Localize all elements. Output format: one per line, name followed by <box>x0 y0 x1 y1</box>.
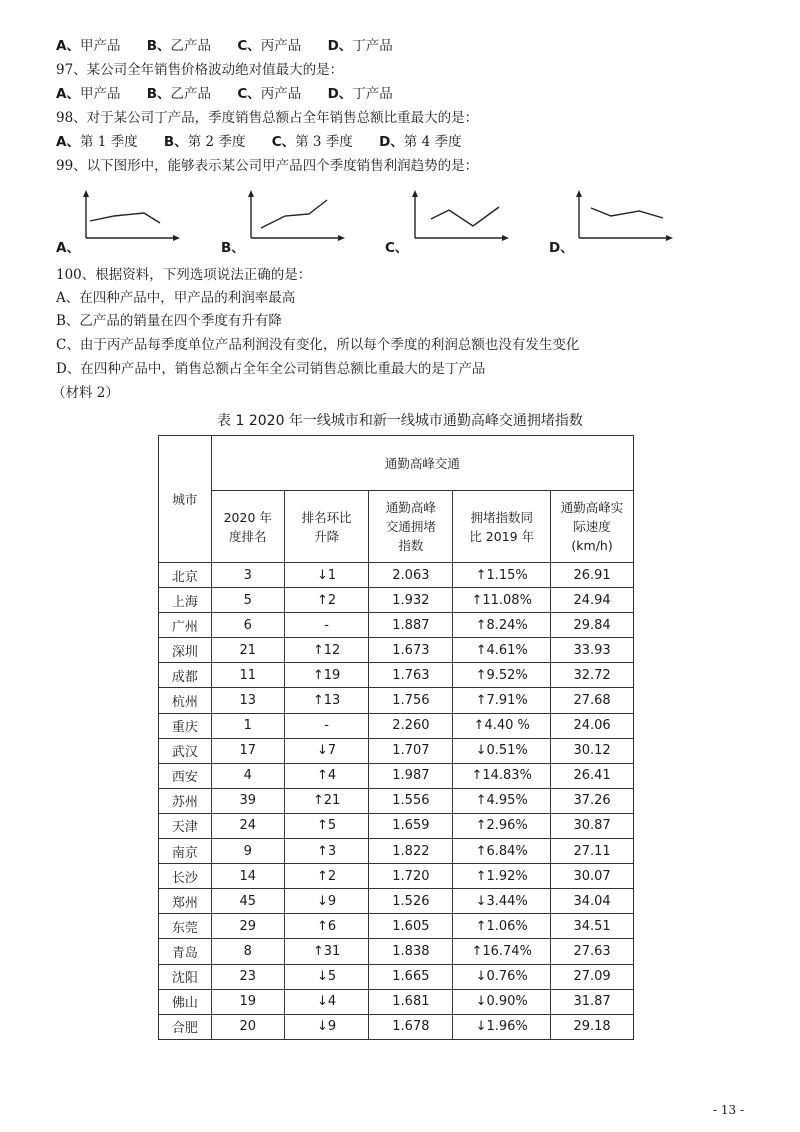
rank-change-cell: ↑5 <box>284 813 369 838</box>
city-cell: 长沙 <box>159 864 212 889</box>
rank-change-cell: ↓5 <box>284 964 369 989</box>
city-cell: 郑州 <box>159 889 212 914</box>
rank-change-cell: ↑21 <box>284 788 369 813</box>
city-cell: 西安 <box>159 763 212 788</box>
rank-change-cell: ↑31 <box>284 939 369 964</box>
actual-speed-cell: 34.04 <box>551 889 634 914</box>
city-cell: 佛山 <box>159 989 212 1014</box>
header-yoy-change-line: 拥堵指数同 <box>470 509 533 525</box>
table-row <box>159 864 634 889</box>
yoy-change-cell: ↑4.61% <box>453 638 551 663</box>
actual-speed-cell: 32.72 <box>551 663 634 688</box>
annual-rank-cell: 9 <box>211 839 284 864</box>
trend-graph-a <box>74 186 194 246</box>
page-number: - 13 - <box>712 1103 744 1117</box>
rank-change-cell: ↓4 <box>284 989 369 1014</box>
column-header-row <box>159 491 634 563</box>
rank-change-cell: ↓1 <box>284 563 369 588</box>
yoy-change-cell: ↑4.40 % <box>453 713 551 738</box>
city-cell: 天津 <box>159 813 212 838</box>
q96-options <box>56 37 415 55</box>
annual-rank-cell: 21 <box>211 638 284 663</box>
annual-rank-cell: 3 <box>211 563 284 588</box>
rank-change-cell: ↑2 <box>284 864 369 889</box>
yoy-change-cell: ↑8.24% <box>453 613 551 638</box>
table-caption: 表 1 2020 年一线城市和新一线城市通勤高峰交通拥堵指数 <box>217 413 583 429</box>
city-cell: 深圳 <box>159 638 212 663</box>
actual-speed-cell: 30.07 <box>551 864 634 889</box>
annual-rank-cell: 1 <box>211 713 284 738</box>
table-row <box>159 688 634 713</box>
congestion-index-cell: 1.681 <box>369 989 453 1014</box>
q96-option-d: D、丁产品 <box>327 38 393 54</box>
yoy-change-cell: ↑9.52% <box>453 663 551 688</box>
city-cell: 青岛 <box>159 939 212 964</box>
congestion-index-cell: 1.707 <box>369 738 453 763</box>
annual-rank-cell: 20 <box>211 1014 284 1039</box>
q100-option-d: D、在四种产品中，销售总额占全年全公司销售总额比重最大的是丁产品 <box>56 361 486 377</box>
rank-change-cell: ↑13 <box>284 688 369 713</box>
congestion-index-cell: 1.678 <box>369 1014 453 1039</box>
q98-option-d: D、第 4 季度 <box>379 134 462 150</box>
header-congestion-index-line: 指数 <box>398 538 424 553</box>
q99-text: 99、以下图形中，能够表示某公司甲产品四个季度销售利润趋势的是： <box>56 158 479 174</box>
rank-change-cell: ↑12 <box>284 638 369 663</box>
city-cell: 沈阳 <box>159 964 212 989</box>
annual-rank-cell: 17 <box>211 738 284 763</box>
q98-option-c: C、第 3 季度 <box>271 134 353 150</box>
yoy-change-cell: ↓1.96% <box>453 1014 551 1039</box>
trend-graph-d <box>567 186 687 246</box>
rank-change-cell: ↑3 <box>284 839 369 864</box>
congestion-index-cell: 1.556 <box>369 788 453 813</box>
header-congestion-index-line: 交通拥堵 <box>385 519 436 534</box>
annual-rank-cell: 19 <box>211 989 284 1014</box>
chart-label-d: D、 <box>549 240 574 256</box>
actual-speed-cell: 33.93 <box>551 638 634 663</box>
header-annual-rank <box>211 491 284 563</box>
city-cell: 广州 <box>159 613 212 638</box>
congestion-index-cell: 1.887 <box>369 613 453 638</box>
table-row <box>159 813 634 838</box>
city-cell: 合肥 <box>159 1014 212 1039</box>
header-rank-change-line: 排名环比 <box>301 509 352 525</box>
chart-label-b: B、 <box>221 240 245 256</box>
header-actual-speed-line: 际速度 <box>573 519 611 534</box>
trend-graph-b <box>239 186 359 246</box>
header-rank-change <box>284 491 369 563</box>
actual-speed-cell: 30.12 <box>551 738 634 763</box>
city-cell: 东莞 <box>159 914 212 939</box>
trend-graph-c <box>403 186 523 246</box>
actual-speed-cell: 26.41 <box>551 763 634 788</box>
q96-option-c: C、丙产品 <box>237 38 302 54</box>
yoy-change-cell: ↑1.06% <box>453 914 551 939</box>
annual-rank-cell: 5 <box>211 588 284 613</box>
actual-speed-cell: 27.11 <box>551 839 634 864</box>
rank-change-cell: ↑6 <box>284 914 369 939</box>
q96-option-b: B、乙产品 <box>146 38 212 54</box>
congestion-index-cell: 1.932 <box>369 588 453 613</box>
congestion-index-cell: 1.659 <box>369 813 453 838</box>
yoy-change-cell: ↓0.51% <box>453 738 551 763</box>
header-actual-speed-line: 通勤高峰实 <box>560 500 624 515</box>
annual-rank-cell: 11 <box>211 663 284 688</box>
congestion-index-cell: 1.665 <box>369 964 453 989</box>
actual-speed-cell: 34.51 <box>551 914 634 939</box>
annual-rank-cell: 23 <box>211 964 284 989</box>
table-row <box>159 914 634 939</box>
annual-rank-cell: 6 <box>211 613 284 638</box>
header-annual-rank-line: 度排名 <box>229 528 267 544</box>
city-cell: 杭州 <box>159 688 212 713</box>
rank-change-cell: ↓9 <box>284 889 369 914</box>
header-yoy-change <box>453 491 551 563</box>
actual-speed-cell: 31.87 <box>551 989 634 1014</box>
congestion-index-cell: 1.763 <box>369 663 453 688</box>
q96-option-a: A、甲产品 <box>56 38 121 54</box>
q97-option-b: B、乙产品 <box>146 86 212 102</box>
actual-speed-cell: 29.18 <box>551 1014 634 1039</box>
yoy-change-cell: ↑7.91% <box>453 688 551 713</box>
yoy-change-cell: ↑4.95% <box>453 788 551 813</box>
city-cell: 重庆 <box>159 713 212 738</box>
yoy-change-cell: ↓0.76% <box>453 964 551 989</box>
city-cell: 上海 <box>159 588 212 613</box>
table-row <box>159 763 634 788</box>
table-row <box>159 588 634 613</box>
q100-option-b: B、乙产品的销量在四个季度有升有降 <box>56 313 282 329</box>
congestion-index-cell: 1.987 <box>369 763 453 788</box>
annual-rank-cell: 8 <box>211 939 284 964</box>
chart-label-c: C、 <box>385 240 409 256</box>
congestion-index-cell: 1.720 <box>369 864 453 889</box>
city-cell: 成都 <box>159 663 212 688</box>
yoy-change-cell: ↑11.08% <box>453 588 551 613</box>
q100-option-a: A、在四种产品中，甲产品的利润率最高 <box>56 290 296 306</box>
city-cell: 南京 <box>159 839 212 864</box>
actual-speed-cell: 27.09 <box>551 964 634 989</box>
congestion-index-cell: 1.526 <box>369 889 453 914</box>
actual-speed-cell: 27.68 <box>551 688 634 713</box>
header-rank-change-line: 升降 <box>314 528 340 544</box>
table-row <box>159 989 634 1014</box>
q97-option-c: C、丙产品 <box>237 86 302 102</box>
header-congestion-index <box>369 491 453 563</box>
q97-options <box>56 85 415 103</box>
table-row <box>159 738 634 763</box>
rank-change-cell: ↓7 <box>284 738 369 763</box>
congestion-table <box>158 435 634 1040</box>
q97-text: 97、某公司全年销售价格波动绝对值最大的是： <box>56 62 344 78</box>
rank-change-cell: ↑4 <box>284 763 369 788</box>
q100-option-c: C、由于丙产品每季度单位产品利润没有变化，所以每个季度的利润总额也没有发生变化 <box>56 337 580 353</box>
header-city: 城市 <box>159 436 212 563</box>
table-row <box>159 788 634 813</box>
table-row <box>159 839 634 864</box>
annual-rank-cell: 24 <box>211 813 284 838</box>
table-row <box>159 613 634 638</box>
annual-rank-cell: 4 <box>211 763 284 788</box>
yoy-change-cell: ↓0.90% <box>453 989 551 1014</box>
table-row <box>159 663 634 688</box>
q100-text: 100、根据资料，下列选项说法正确的是： <box>56 267 312 283</box>
yoy-change-cell: ↑14.83% <box>453 763 551 788</box>
chart-label-a: A、 <box>56 240 80 256</box>
rank-change-cell: ↑19 <box>284 663 369 688</box>
table-row <box>159 889 634 914</box>
q97-option-a: A、甲产品 <box>56 86 121 102</box>
q98-option-b: B、第 2 季度 <box>163 134 246 150</box>
congestion-index-cell: 1.838 <box>369 939 453 964</box>
header-actual-speed <box>551 491 634 563</box>
header-group-commute-peak: 通勤高峰交通 <box>211 436 633 491</box>
rank-change-cell: ↓9 <box>284 1014 369 1039</box>
q97-option-d: D、丁产品 <box>327 86 393 102</box>
congestion-index-cell: 2.260 <box>369 713 453 738</box>
header-congestion-index-line: 通勤高峰 <box>385 500 436 515</box>
table-row <box>159 713 634 738</box>
table-row <box>159 638 634 663</box>
table-row <box>159 1014 634 1039</box>
actual-speed-cell: 24.94 <box>551 588 634 613</box>
actual-speed-cell: 30.87 <box>551 813 634 838</box>
congestion-index-cell: 1.673 <box>369 638 453 663</box>
actual-speed-cell: 26.91 <box>551 563 634 588</box>
yoy-change-cell: ↑1.15% <box>453 563 551 588</box>
congestion-index-cell: 1.756 <box>369 688 453 713</box>
table-body <box>159 563 634 1040</box>
annual-rank-cell: 39 <box>211 788 284 813</box>
header-actual-speed-line: (km/h) <box>571 538 613 553</box>
yoy-change-cell: ↓3.44% <box>453 889 551 914</box>
table-row <box>159 964 634 989</box>
table-row <box>159 939 634 964</box>
rank-change-cell: - <box>284 613 369 638</box>
q98-text: 98、对于某公司丁产品，季度销售总额占全年销售总额比重最大的是： <box>56 110 479 126</box>
yoy-change-cell: ↑1.92% <box>453 864 551 889</box>
q98-options <box>56 133 483 151</box>
rank-change-cell: ↑2 <box>284 588 369 613</box>
annual-rank-cell: 29 <box>211 914 284 939</box>
yoy-change-cell: ↑16.74% <box>453 939 551 964</box>
city-cell: 苏州 <box>159 788 212 813</box>
annual-rank-cell: 45 <box>211 889 284 914</box>
congestion-index-cell: 1.605 <box>369 914 453 939</box>
actual-speed-cell: 24.06 <box>551 713 634 738</box>
annual-rank-cell: 14 <box>211 864 284 889</box>
congestion-index-cell: 1.822 <box>369 839 453 864</box>
header-yoy-change-line: 比 2019 年 <box>469 528 535 544</box>
yoy-change-cell: ↑2.96% <box>453 813 551 838</box>
congestion-index-cell: 2.063 <box>369 563 453 588</box>
actual-speed-cell: 29.84 <box>551 613 634 638</box>
material-label: （材料 2） <box>52 385 119 401</box>
actual-speed-cell: 27.63 <box>551 939 634 964</box>
city-cell: 武汉 <box>159 738 212 763</box>
yoy-change-cell: ↑6.84% <box>453 839 551 864</box>
q98-option-a: A、第 1 季度 <box>56 134 138 150</box>
actual-speed-cell: 37.26 <box>551 788 634 813</box>
rank-change-cell: - <box>284 713 369 738</box>
city-cell: 北京 <box>159 563 212 588</box>
annual-rank-cell: 13 <box>211 688 284 713</box>
table-row <box>159 563 634 588</box>
header-annual-rank-line: 2020 年 <box>223 509 272 525</box>
